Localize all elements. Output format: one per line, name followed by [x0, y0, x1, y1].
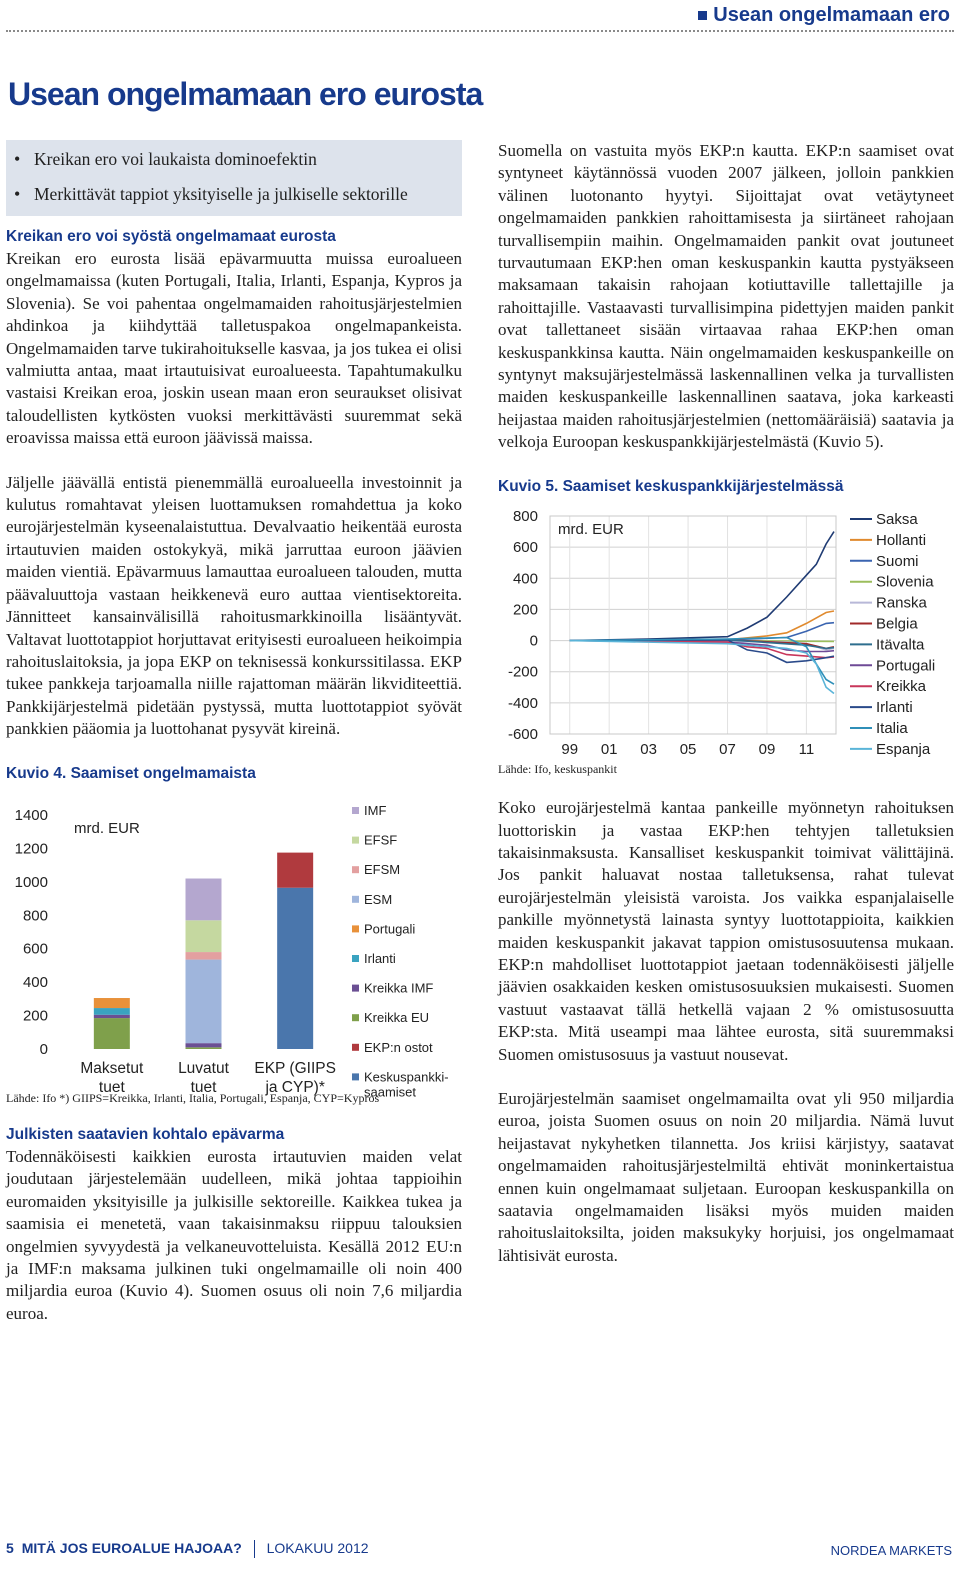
right-column	[498, 140, 954, 1267]
paragraph: Eurojärjestelmän saamiset ongelmamailta ovat yli 950 miljardia euroa, joista Suomen osuus on noin 20 miljardia. Nämä luvut heijastavat nykyhetken tilannetta. Jos kriisi kärjistyy, saatavat ongelmamaiden rahoitusjärjestelmiltä ehtivät moninkertaistua ennen kuin ongelmamaat suljetaan. Euroopan keskuspankilla on saatavia ongelmamaiden lisäksi myös muiden maiden rahoituslaitoksilta, joiden maksukyky horjuisi, jos ongelmamaat lähtisivät eurosta.	[498, 1088, 954, 1265]
legend-label: Hollanti	[876, 531, 927, 549]
legend-swatch	[352, 866, 359, 873]
legend-label: Kreikka IMF	[364, 980, 434, 996]
y-tick-label: -200	[507, 663, 538, 681]
legend-label: EKP:n ostot	[364, 1039, 433, 1055]
legend-swatch	[352, 1014, 359, 1021]
x-tick-label: 05	[679, 740, 697, 758]
legend-label: Suomi	[876, 552, 919, 570]
y-tick-label: 800	[22, 906, 48, 924]
y-tick-label: 400	[512, 569, 538, 587]
x-tick-label: 07	[719, 740, 736, 758]
legend-swatch	[352, 984, 359, 991]
bar-segment	[94, 1014, 130, 1017]
bar-segment	[94, 1018, 130, 1049]
y-tick-label: 1200	[14, 839, 48, 857]
bar-segment	[186, 878, 222, 920]
legend-label: Irlanti	[876, 698, 913, 716]
unit-label: mrd. EUR	[558, 520, 624, 538]
unit-label: mrd. EUR	[74, 819, 140, 837]
figure-source: Lähde: Ifo *) GIIPS=Kreikka, Irlanti, Italia, Portugali, Espanja, CYP=Kypros	[6, 1090, 380, 1105]
legend-label: EFSM	[364, 861, 401, 877]
section-tag-label: Usean ongelmamaan ero	[713, 4, 950, 26]
section-heading: Kreikan ero voi syöstä ongelmamaat eurosta	[6, 228, 336, 245]
bar-segment	[186, 959, 222, 1043]
y-tick-label: 1400	[14, 806, 48, 824]
square-bullet-icon	[698, 11, 707, 20]
legend-swatch	[352, 1043, 359, 1050]
legend-label: Keskuspankki-saamiset	[364, 1068, 449, 1099]
legend-label: Ranska	[876, 594, 927, 612]
y-tick-label: 0	[529, 632, 538, 650]
figure-source: Lähde: Ifo, keskuspankit	[498, 762, 617, 777]
bar-segment	[94, 1008, 130, 1015]
y-tick-label: 200	[512, 601, 538, 619]
legend-swatch	[352, 1073, 359, 1080]
legend-label: ESM	[364, 891, 393, 907]
y-tick-label: -600	[507, 725, 538, 743]
publication-title: MITÄ JOS EUROALUE HAJOAA?	[21, 1540, 242, 1556]
key-point: • Merkittävät tappiot yksityiselle ja julkiselle sektorille	[14, 177, 454, 212]
y-tick-label: 600	[512, 538, 538, 556]
paragraph: Jäljelle jäävällä entistä pienemmällä euroalueella investoinnit ja kulutus romahtavat yleisen luottamuksen romahdettua ja koko eurojärjestelmän kyseenalaistuttua. Devalvaatio heikentää eurosta irtautuvien maiden ostokykyä, mikä jarruttaa euroon jäävien maiden vientiä. Epävarmuus lamauttaa euroalueen talouden, mutta päävaluuttoja vastaan heikkenevä euro auttaa vientisektoreita. Jännitteet kansainvälisillä rahoitusmarkkinoilla lisääntyvät. Valtavat luottotappiot horjuttavat erityisesti euroalueen heikoimpia rahoituslaitoksia, ja jopa EKP on teknisessä konkurssitilassa. EKP tukee pankkeja tarjoamalla niille rajattoman määrän likviditeettiä. Pankkijärjestelmä pidetään pystyssä, mutta luottotappiot syövät pankkien pääomia ja luottohanat pysyvät kireinä.	[6, 472, 462, 739]
bar-segment	[277, 887, 313, 1048]
left-column	[6, 140, 462, 1325]
x-tick-label: 03	[640, 740, 657, 758]
y-tick-label: -400	[507, 694, 538, 712]
legend-label: Belgia	[876, 615, 918, 633]
figure-title: Kuvio 5. Saamiset keskuspankkijärjestelmässä	[498, 477, 844, 495]
paragraph: Todennäköisesti kaikkien eurosta irtautuvien maiden velat joudutaan järjestelemään uudelleen, mikä johtaa tappioihin euromaiden yksityisille ja julkisille sektoreille. Kaikkea tukea ja saamisia ei menetetä, vaan takaisinmaksu riippuu talouksien ongelmien syvyydestä ja velkaneuvotteluista. Kesällä 2012 EU:n ja IMF:n maksama julkinen tuki ongelmamaille oli noin 400 miljardia euroa (Kuvio 4). Suomen osuus oli noin 7,6 miljardia euroa.	[6, 1146, 462, 1323]
key-points-box	[6, 140, 462, 216]
y-tick-label: 1000	[14, 873, 48, 891]
x-tick-label: 01	[600, 740, 618, 758]
x-category-label: Maksetut tuet	[80, 1059, 144, 1096]
legend-label: Portugali	[364, 920, 416, 936]
figure-5	[498, 498, 954, 762]
legend-swatch	[352, 895, 359, 902]
y-tick-label: 400	[22, 973, 48, 991]
section-heading: Julkisten saatavien kohtalo epävarma	[6, 1125, 285, 1143]
y-tick-label: 0	[39, 1040, 48, 1058]
x-tick-label: 09	[758, 740, 776, 758]
legend-label: IMF	[364, 802, 387, 818]
legend-label: Kreikka EU	[364, 1009, 430, 1025]
bar-segment	[186, 920, 222, 952]
publication-date: LOKAKUU 2012	[266, 1540, 369, 1556]
x-category-label: Luvatut tuet	[178, 1059, 229, 1096]
page-footer	[6, 1540, 952, 1558]
legend-label: Espanja	[876, 740, 931, 758]
legend-label: Irlanti	[364, 950, 396, 966]
bar-segment	[186, 952, 222, 960]
x-category-label: EKP (GIIPS ja CYP)*	[254, 1059, 336, 1096]
header-divider	[6, 30, 954, 32]
legend-label: EFSF	[364, 832, 398, 848]
x-tick-label: 11	[798, 740, 815, 758]
paragraph: Kreikan ero eurosta lisää epävarmuutta muissa euroalueen ongelmamaissa (kuten Portugali, Italia, Irlanti, Espanja, Kypros ja Slovenia). Se voi pahentaa ongelmamaiden rahoitusjärjestelmien ahdinkoa ja kiihdyttää talletuspakoa ongelmapankeista. Ongelmamaiden tarve tukirahoitukselle kasvaa, ja jos tukea ei olisi valmiutta antaa, maat irtautuisivat euroalueesta. Tapahtumakulku vastaisi Kreikan eroa, joskin usean maan eron seuraukset olisivat taloudellisten kytkösten vuoksi merkittävästi suuremmat sekä eroavissa maissa että euroon jäävissä maissa.	[6, 249, 462, 448]
legend-label: Kreikka	[876, 677, 927, 695]
y-tick-label: 200	[22, 1007, 48, 1025]
footer-divider	[254, 1540, 255, 1558]
paragraph: Suomella on vastuita myös EKP:n kautta. EKP:n saamiset ovat syntyneet käytännössä vuoden 2007 jälkeen, jolloin pankkien välinen luotonanto hyytyi. Sijoittajat ovat vetäytyneet ongelmamaiden pankkien rahoittamisesta ja siirtäneet rahojaan turvallisempiin maihin. Ongelmamaiden pankit ovat joutuneet turvautumaan EKP:hen oman keskuspankin kautta pystyäkseen maksamaan takaisin rahojaan kotiuttaville tallettajille ja rahoittajille. Vastaavasti turvallisimpina pidettyjen maiden pankit ovat tallettaneet sisään virtaavaa rahaa EKP:hen oman keskuspankkinsa kautta. Näin ongelmamaiden keskuspankeille on syntynyt maksujärjestelmässä laskennallinen velka ja turvallisten maiden keskuspankeille laskennallinen saatava, joka karkeasti heijastaa maiden rahoitusjärjestelmien (nettomääräisiä) saatavia ja velkoja Euroopan keskuspankkijärjestelmästä (Kuvio 5).	[498, 141, 954, 452]
y-tick-label: 600	[22, 940, 48, 958]
page-title: Usean ongelmamaan ero eurosta	[8, 76, 483, 112]
y-tick-label: 800	[512, 507, 538, 525]
plot-frame	[550, 516, 836, 734]
line-chart	[498, 498, 954, 756]
legend-label: Slovenia	[876, 573, 934, 591]
legend-swatch	[352, 925, 359, 932]
bar-segment	[186, 1047, 222, 1049]
legend-label: Portugali	[876, 656, 936, 674]
page-number: 5	[6, 1540, 14, 1556]
key-point: • Kreikan ero voi laukaista dominoefektin	[14, 142, 454, 177]
figure-title: Kuvio 4. Saamiset ongelmamaista	[6, 764, 256, 782]
brand-name: NORDEA MARKETS	[830, 1543, 952, 1558]
legend-label: Saksa	[876, 510, 918, 528]
legend-swatch	[352, 836, 359, 843]
x-tick-label: 99	[561, 740, 579, 758]
section-tag	[698, 4, 950, 27]
bar-segment	[277, 852, 313, 887]
legend-label: Italia	[876, 719, 908, 737]
legend-swatch	[352, 955, 359, 962]
bar-segment	[186, 1043, 222, 1047]
bar-segment	[94, 998, 130, 1008]
paragraph: Koko eurojärjestelmä kantaa pankeille myönnetyn rahoituksen luottoriskin ja vastaa EKP:hen tehtyjen talletuksien takaisinmaksusta. Kansalliset keskuspankit toimivat välittäjinä. Jos pankit haluavat nostaa talletuksensa, rahat tulevat eurojärjestelmän yleisistä varoista. Jos vaikka espanjalaiselle pankille myönnetystä lainasta syntyy luottotappioita, kaikkien maiden keskuspankit jakavat tappion omistusosuutensa mukaan. EKP:n mahdolliset luottotappiot jaetaan todennäköisesti jäljelle jäävien osakkaiden kesken omistusosuuksien mukaisesti. Suomen vastuut vastaavat tällä hetkellä vajaan 2 % omistusosuutta EKP:sta. Mitä useampi maa lähtee eurosta, sitä suuremmaksi Suomen omistusosuus ja vastuut nousevat.	[498, 798, 954, 1064]
legend-label: Itävalta	[876, 636, 925, 654]
legend-swatch	[352, 807, 359, 814]
